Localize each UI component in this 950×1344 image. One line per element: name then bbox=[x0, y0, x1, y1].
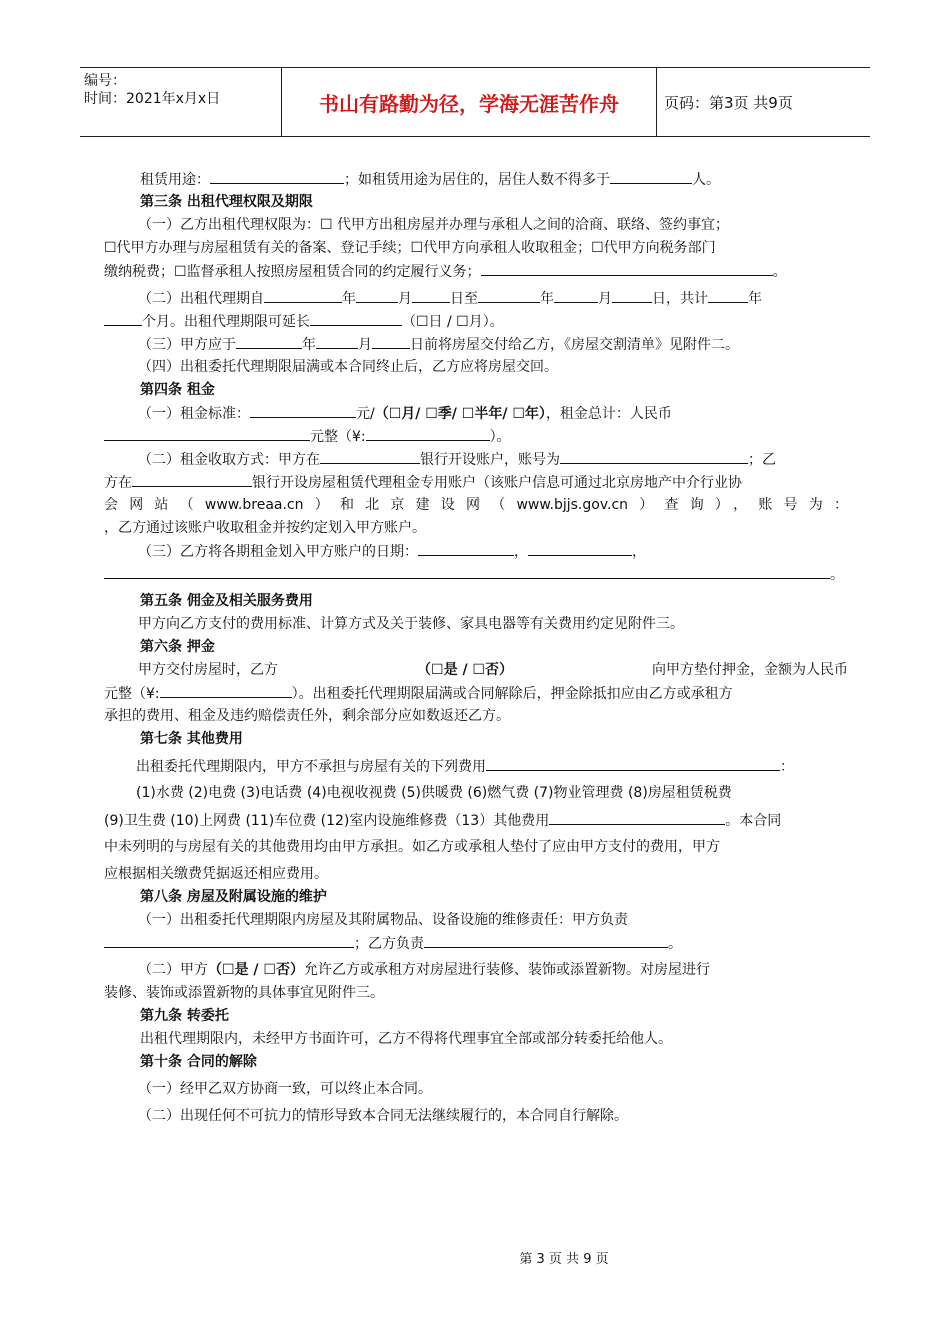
paragraph-line bbox=[104, 682, 848, 705]
text: (9)卫生费 (10)上网费 (11)车位费 (12)室内设施维修费（13）其他费用 bbox=[104, 813, 550, 829]
text: ；乙 bbox=[748, 452, 776, 468]
blank-field[interactable] bbox=[104, 425, 310, 441]
blank-field[interactable] bbox=[316, 333, 358, 349]
paragraph-line: (1)水费 (2)电费 (3)电话费 (4)电视收视费 (5)供暖费 (6)燃气费 (7)物业管理费 (8)房屋租赁税费 bbox=[136, 785, 732, 801]
paragraph-line: ，乙方通过该账户收取租金并按约定划入甲方账户。 bbox=[104, 520, 426, 536]
paragraph-line: （二）出现任何不可抗力的情形导致本合同无法继续履行的，本合同自行解除。 bbox=[138, 1108, 628, 1124]
text: 年 bbox=[540, 291, 554, 307]
paragraph-line bbox=[104, 959, 848, 982]
paragraph-line: 应根据相关缴费凭据返还相应费用。 bbox=[104, 866, 328, 882]
paragraph-line bbox=[104, 448, 848, 471]
text: 年 bbox=[748, 291, 762, 307]
text: 甲方交付房屋时，乙方 bbox=[138, 662, 278, 678]
text: ）。 bbox=[489, 429, 511, 445]
blank-field[interactable] bbox=[264, 287, 342, 303]
paragraph-line bbox=[104, 563, 848, 586]
blank-field[interactable] bbox=[612, 287, 652, 303]
paragraph-line bbox=[104, 425, 848, 448]
section-heading: 第七条 其他费用 bbox=[140, 731, 243, 747]
text: 方在 bbox=[104, 475, 132, 491]
paragraph-line bbox=[104, 755, 848, 778]
text: （☐日 / ☐月）。 bbox=[402, 314, 504, 330]
blank-field[interactable] bbox=[210, 168, 344, 184]
paragraph-line: ☐代甲方办理与房屋租赁有关的备案、登记手续；☐代甲方向承租人收取租金；☐代甲方向税务部门 bbox=[104, 240, 716, 256]
header-page-label: 页码：第3页 共9页 bbox=[664, 93, 793, 112]
text: （二）出租代理期自 bbox=[138, 291, 264, 307]
text: 出租委托代理期限内，甲方不承担与房屋有关的下列费用 bbox=[136, 759, 486, 775]
text: 人。 bbox=[692, 172, 720, 188]
blank-field[interactable] bbox=[418, 540, 514, 556]
text: 银行开设房屋租赁代理租金专用账户（该账户信息可通过北京房地产中介行业协 bbox=[252, 475, 742, 491]
paragraph-line: 会网站（www.breaa.cn）和北京建设网（www.bjjs.gov.cn）查询），账号为： bbox=[104, 497, 848, 513]
text: 银行开设账户，账号为 bbox=[420, 452, 560, 468]
page-footer: 第 3 页 共 9 页 bbox=[519, 1252, 609, 1267]
text: 日，共计 bbox=[652, 291, 708, 307]
text: 年 bbox=[342, 291, 356, 307]
paragraph-line bbox=[104, 402, 848, 425]
text: 个月。出租代理期限可延长 bbox=[142, 314, 310, 330]
period-options[interactable]: （☐月/ ☐季/ ☐半年/ ☐年） bbox=[374, 406, 546, 422]
paragraph-line: 装修、装饰或添置新物的具体事宜见附件三。 bbox=[104, 985, 384, 1001]
doc-number-label: 编号： bbox=[84, 73, 126, 89]
blank-field[interactable] bbox=[554, 287, 598, 303]
contract-body bbox=[104, 168, 848, 1128]
text: 缴纳税费；☐监督承租人按照房屋租赁合同的约定履行义务； bbox=[104, 264, 481, 280]
paragraph-line bbox=[104, 932, 848, 955]
paragraph-line: 甲方向乙方支付的费用标准、计算方式及关于装修、家具电器等有关费用约定见附件三。 bbox=[138, 616, 684, 632]
text: 向甲方垫付押金，金额为人民币 bbox=[652, 662, 848, 678]
text: 元整（¥: bbox=[104, 686, 160, 702]
paragraph-line bbox=[104, 310, 848, 333]
paragraph-line: （一）乙方出租代理权限为：☐ 代甲方出租房屋并办理与承租人之间的洽商、联络、签约事宜； bbox=[138, 217, 729, 233]
blank-field[interactable] bbox=[610, 168, 692, 184]
blank-field[interactable] bbox=[320, 448, 420, 464]
text: 日至 bbox=[450, 291, 478, 307]
text: 允许乙方或承租方对房屋进行装修、装饰或添置新物。对房屋进行 bbox=[303, 962, 710, 978]
page-header bbox=[80, 67, 870, 137]
text: 。 bbox=[772, 264, 787, 280]
blank-field[interactable] bbox=[104, 563, 830, 579]
section-heading: 第十条 合同的解除 bbox=[140, 1054, 257, 1070]
text: （三）甲方应于 bbox=[138, 337, 236, 353]
text: ；乙方负责 bbox=[354, 936, 424, 952]
blank-field[interactable] bbox=[560, 448, 748, 464]
blank-field[interactable] bbox=[366, 425, 490, 441]
paragraph-line: 中未列明的与房屋有关的其他费用均由甲方承担。如乙方或承租人垫付了应由甲方支付的费用，甲方 bbox=[104, 839, 720, 855]
blank-field[interactable] bbox=[250, 402, 356, 418]
text: 。本合同 bbox=[725, 813, 782, 829]
paragraph-line bbox=[104, 287, 848, 310]
text: ，租金总计：人民币 bbox=[545, 406, 672, 422]
section-heading: 第九条 转委托 bbox=[140, 1008, 229, 1024]
paragraph-line: 出租代理期限内，未经甲方书面许可，乙方不得将代理事宜全部或部分转委托给他人。 bbox=[140, 1031, 672, 1047]
paragraph-line: 承担的费用、租金及违约赔偿责任外，剩余部分应如数返还乙方。 bbox=[104, 708, 510, 724]
text: 元/ bbox=[356, 406, 375, 422]
text: ；如租赁用途为居住的，居住人数不得多于 bbox=[344, 172, 610, 188]
blank-field[interactable] bbox=[424, 932, 668, 948]
section-heading: 第五条 佣金及相关服务费用 bbox=[140, 593, 313, 609]
text: 年 bbox=[302, 337, 316, 353]
paragraph-line bbox=[104, 168, 848, 191]
blank-field[interactable] bbox=[132, 471, 252, 487]
blank-field[interactable] bbox=[528, 540, 632, 556]
text: 月 bbox=[358, 337, 372, 353]
paragraph-line bbox=[104, 809, 848, 832]
blank-field[interactable] bbox=[372, 333, 410, 349]
text: 。 bbox=[830, 567, 844, 583]
paragraph-line bbox=[104, 260, 848, 283]
doc-date-label: 时间：2021年x月x日 bbox=[84, 91, 221, 107]
blank-field[interactable] bbox=[236, 333, 302, 349]
paragraph-line: （一）出租委托代理期限内房屋及其附属物品、设备设施的维修责任：甲方负责 bbox=[138, 912, 628, 928]
paragraph-line: （一）经甲乙双方协商一致，可以终止本合同。 bbox=[138, 1081, 432, 1097]
text: 。 bbox=[668, 936, 682, 952]
text: （二）甲方 bbox=[138, 962, 208, 978]
section-heading: 第四条 租金 bbox=[140, 382, 215, 398]
text: 元整（¥: bbox=[310, 429, 366, 445]
blank-field[interactable] bbox=[310, 310, 402, 326]
text: ）。出租委托代理期限届满或合同解除后，押金除抵扣应由乙方或承租方 bbox=[291, 686, 733, 702]
section-heading: 第三条 出租代理权限及期限 bbox=[140, 194, 313, 210]
blank-field[interactable] bbox=[708, 287, 748, 303]
paragraph-line bbox=[104, 333, 848, 356]
header-meta bbox=[80, 68, 282, 136]
text: （一）租金标准： bbox=[138, 406, 250, 422]
text: （三）乙方将各期租金划入甲方账户的日期： bbox=[138, 544, 418, 560]
text: ， bbox=[514, 544, 528, 560]
renovation-options[interactable]: （☐是 / ☐否） bbox=[208, 962, 304, 978]
paragraph-line: （四）出租委托代理期限届满或本合同终止后，乙方应将房屋交回。 bbox=[138, 359, 558, 375]
blank-field[interactable] bbox=[481, 260, 773, 276]
blank-field[interactable] bbox=[356, 287, 398, 303]
paragraph-line bbox=[104, 659, 848, 682]
section-heading: 第八条 房屋及附属设施的维护 bbox=[140, 889, 327, 905]
blank-field[interactable] bbox=[478, 287, 540, 303]
paragraph-line bbox=[104, 471, 848, 494]
blank-field[interactable] bbox=[104, 310, 142, 326]
paragraph-line bbox=[104, 540, 848, 563]
blank-field[interactable] bbox=[412, 287, 450, 303]
header-motto: 书山有路勤为径，学海无涯苦作舟 bbox=[282, 68, 657, 136]
deposit-options[interactable]: （☐是 / ☐否） bbox=[417, 662, 513, 678]
text: 月 bbox=[398, 291, 412, 307]
blank-field[interactable] bbox=[486, 755, 780, 771]
section-heading: 第六条 押金 bbox=[140, 639, 215, 655]
blank-field[interactable] bbox=[160, 682, 292, 698]
blank-field[interactable] bbox=[549, 809, 725, 825]
text: 日前将房屋交付给乙方，《房屋交割清单》见附件二。 bbox=[410, 337, 739, 353]
text: ， bbox=[632, 544, 646, 560]
text: 租赁用途： bbox=[140, 172, 210, 188]
text: （二）租金收取方式：甲方在 bbox=[138, 452, 320, 468]
text: ： bbox=[780, 759, 794, 775]
blank-field[interactable] bbox=[104, 932, 354, 948]
text: 月 bbox=[598, 291, 612, 307]
